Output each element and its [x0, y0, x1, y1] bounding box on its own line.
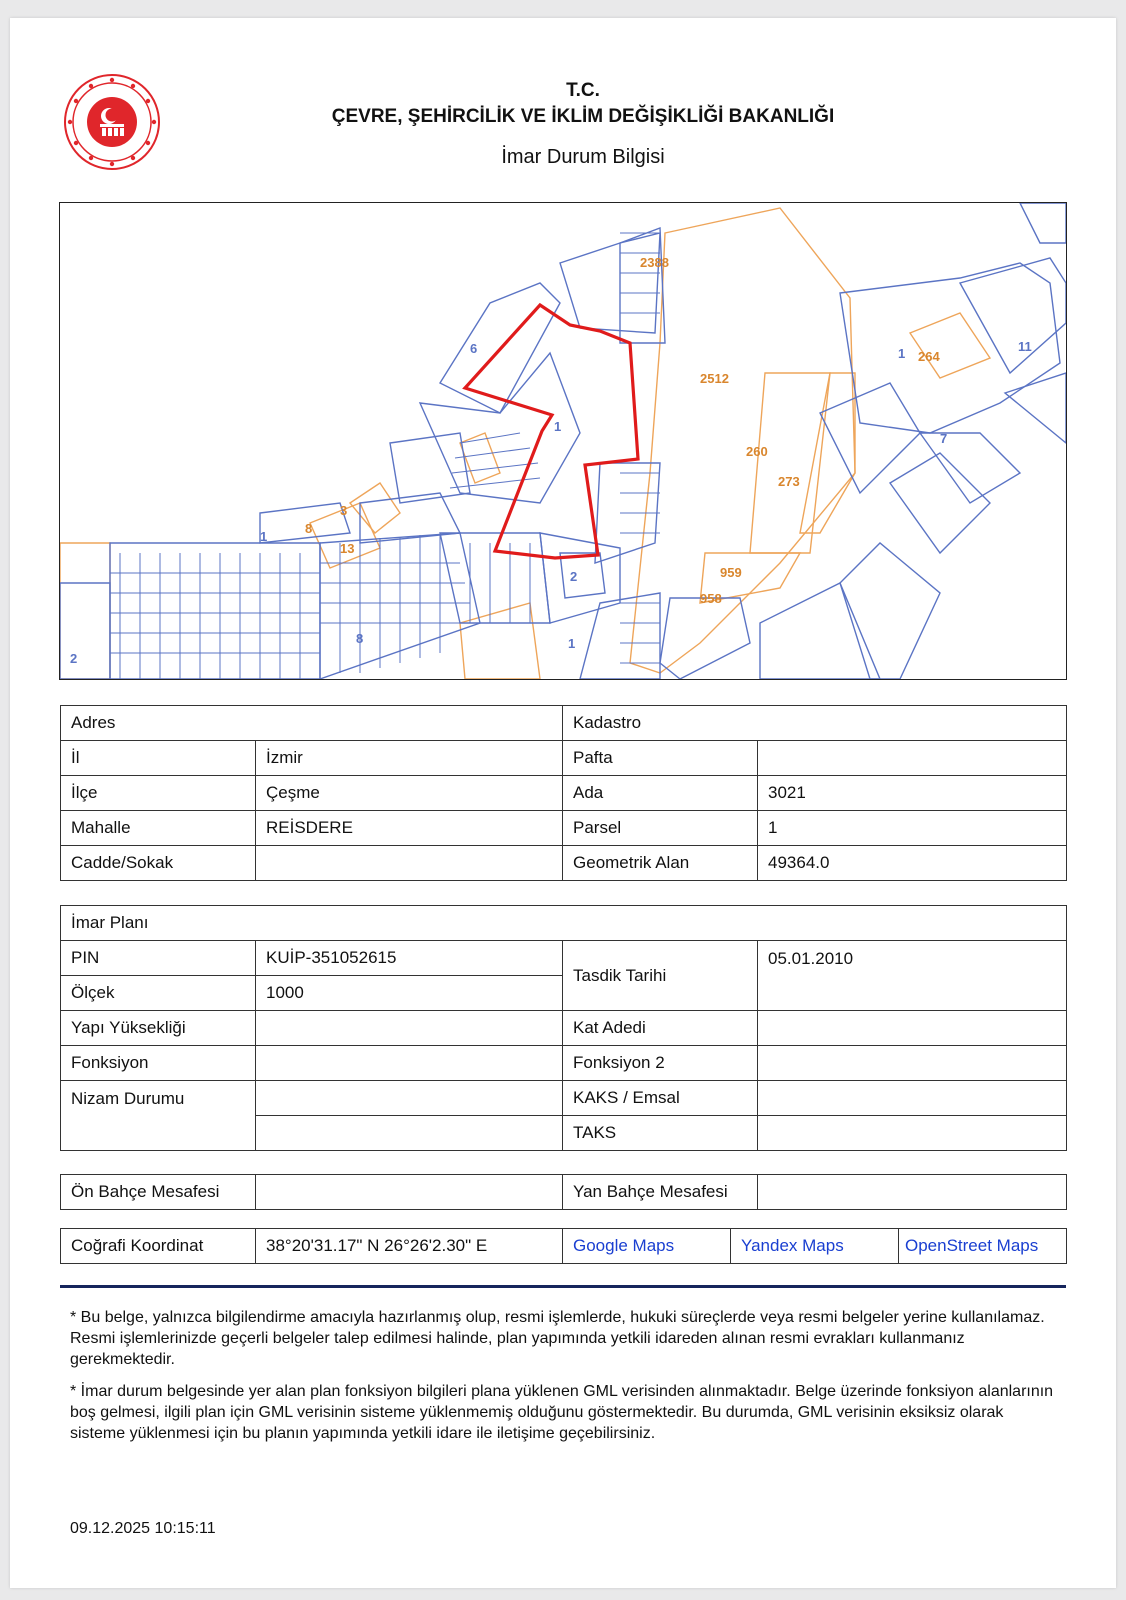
- coordinate-table: [60, 1228, 1067, 1264]
- kaks-label: KAKS / Emsal: [563, 1081, 758, 1116]
- empty-cell: [256, 1116, 563, 1151]
- map-label: 13: [340, 541, 355, 556]
- ada-label: Ada: [563, 776, 758, 811]
- il-value: İzmir: [256, 741, 563, 776]
- alan-value: 49364.0: [758, 846, 1067, 881]
- map-label: 1: [260, 529, 268, 544]
- ada-value: 3021: [758, 776, 1067, 811]
- address-heading: Adres: [61, 706, 563, 741]
- disclaimer-note-1: * Bu belge, yalnızca bilgilendirme amacıyla hazırlanmış olup, resmi işlemlerde, hukuki süreçlerde veya resmi belgeler yerine kullanılamaz. Resmi işlemlerinizde geçerli belgeler talep edilmesi halinde, plan yapımında yetkili idareden alınan resmi evrakları kullanmanız gerekmektedir.: [70, 1309, 1045, 1368]
- yan-bahce-value: [758, 1175, 1067, 1210]
- map-label: 1: [898, 346, 906, 361]
- pin-value: KUİP-351052615: [256, 941, 563, 976]
- google-maps-link[interactable]: Google Maps: [563, 1229, 731, 1264]
- openstreet-maps-link[interactable]: OpenStreet Maps: [899, 1229, 1067, 1264]
- fonksiyon-value: [256, 1046, 563, 1081]
- map-label: 1: [568, 636, 576, 651]
- parcel-map[interactable]: [59, 202, 1067, 680]
- map-label: 8: [305, 521, 313, 536]
- ilce-label: İlçe: [61, 776, 256, 811]
- zoning-heading: İmar Planı: [61, 906, 1067, 941]
- map-label: 2: [70, 651, 78, 666]
- olcek-value: 1000: [256, 976, 563, 1011]
- parsel-value: 1: [758, 811, 1067, 846]
- divider: [60, 1285, 1066, 1288]
- map-label: 1: [554, 419, 562, 434]
- page-title: İmar Durum Bilgisi: [501, 146, 665, 168]
- selected-parcel-outline: [465, 305, 638, 558]
- taks-value: [758, 1116, 1067, 1151]
- pafta-value: [758, 741, 1067, 776]
- address-cadastre-table: [60, 705, 1067, 881]
- map-label: 2512: [700, 371, 729, 386]
- fonksiyon2-value: [758, 1046, 1067, 1081]
- kat-label: Kat Adedi: [563, 1011, 758, 1046]
- fonksiyon-label: Fonksiyon: [61, 1046, 256, 1081]
- kat-value: [758, 1011, 1067, 1046]
- map-label: 7: [940, 431, 948, 446]
- cadastre-heading: Kadastro: [563, 706, 1067, 741]
- cadde-label: Cadde/Sokak: [61, 846, 256, 881]
- yan-bahce-label: Yan Bahçe Mesafesi: [563, 1175, 758, 1210]
- yukseklik-value: [256, 1011, 563, 1046]
- map-label: 273: [778, 474, 800, 489]
- alan-label: Geometrik Alan: [563, 846, 758, 881]
- map-label: 958: [700, 591, 722, 606]
- pin-label: PIN: [61, 941, 256, 976]
- map-label: 260: [746, 444, 768, 459]
- map-label: 2388: [640, 255, 669, 270]
- header-ministry: ÇEVRE, ŞEHİRCİLİK VE İKLİM DEĞİŞİKLİĞİ BAKANLIĞI: [331, 106, 835, 127]
- garden-distance-table: [60, 1174, 1067, 1210]
- disclaimer-note-2: * İmar durum belgesinde yer alan plan fonksiyon bilgileri plana yüklenen GML verisinden alınmaktadır. Belge üzerinde fonksiyon alanlarının boş gelmesi, ilgili plan için GML verisinin sisteme yüklenmemiş olduğunu göstermektedir. Bu durumda, GML verisinin eksiksiz olarak sisteme yüklenmesi için bu planın yapımında yetkili idare ile iletişime geçebilirsiniz.: [70, 1383, 1054, 1442]
- on-bahce-label: Ön Bahçe Mesafesi: [61, 1175, 256, 1210]
- cadde-value: [256, 846, 563, 881]
- fonksiyon2-label: Fonksiyon 2: [563, 1046, 758, 1081]
- timestamp: 09.12.2025 10:15:11: [70, 1520, 216, 1537]
- map-label: 11: [1018, 339, 1032, 354]
- map-label: 6: [470, 341, 478, 356]
- on-bahce-value: [256, 1175, 563, 1210]
- map-label: 2: [570, 569, 578, 584]
- nizam-label: Nizam Durumu: [61, 1081, 256, 1151]
- map-label: 8: [356, 631, 364, 646]
- taks-label: TAKS: [563, 1116, 758, 1151]
- ilce-value: Çeşme: [256, 776, 563, 811]
- map-label: 959: [720, 565, 742, 580]
- mahalle-label: Mahalle: [61, 811, 256, 846]
- kaks-value: [758, 1081, 1067, 1116]
- pafta-label: Pafta: [563, 741, 758, 776]
- nizam-value: [256, 1081, 563, 1116]
- map-label: 3: [340, 503, 348, 518]
- il-label: İl: [61, 741, 256, 776]
- tasdik-label: Tasdik Tarihi: [563, 941, 758, 1011]
- mahalle-value: REİSDERE: [256, 811, 563, 846]
- yukseklik-label: Yapı Yüksekliği: [61, 1011, 256, 1046]
- parsel-label: Parsel: [563, 811, 758, 846]
- olcek-label: Ölçek: [61, 976, 256, 1011]
- yandex-maps-link[interactable]: Yandex Maps: [731, 1229, 899, 1264]
- tasdik-value: 05.01.2010: [758, 941, 1067, 1011]
- map-blue-parcels: [60, 203, 1066, 679]
- coordinate-label: Coğrafi Koordinat: [61, 1229, 256, 1264]
- header-tc: T.C.: [566, 80, 600, 101]
- parcel-map-drawing: [60, 203, 1066, 679]
- coordinate-value: 38°20'31.17" N 26°26'2.30" E: [256, 1229, 563, 1264]
- map-label: 264: [918, 349, 940, 364]
- zoning-plan-table: [60, 905, 1067, 1151]
